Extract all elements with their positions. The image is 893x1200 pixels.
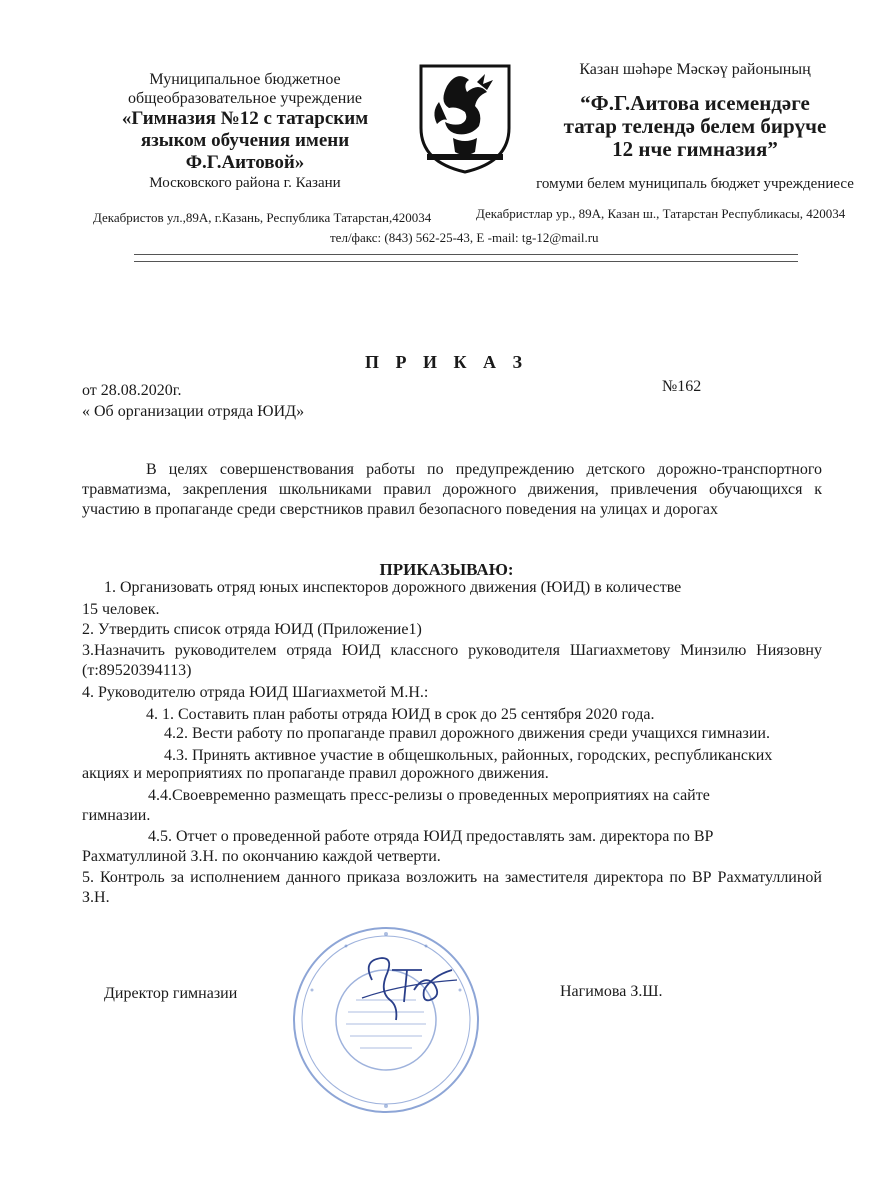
header-tt-name3: 12 нче гимназия” [612,137,778,161]
order-number: №162 [662,378,702,395]
header-tt-name2: татар телендә белем бирүче [563,114,827,138]
order-date: от 28.08.2020г. [82,382,182,399]
item-4-4-line1: 4.4.Своевременно размещать пресс-релизы о проведенных мероприятиях на сайте [148,787,710,804]
item-4-1: 4. 1. Составить план работы отряда ЮИД в срок до 25 сентября 2020 года. [146,706,655,723]
address-ru: Декабристов ул.,89А, г.Казань, Республика Татарстан,420034 [93,210,432,225]
header-ru-name1: «Гимназия №12 с татарским [121,108,369,129]
item-1-line2: 15 человек. [82,601,160,618]
header-ru-district: Московского района г. Казани [149,175,341,191]
item-4-4-line2: гимназии. [82,807,151,824]
item-4-3-line2: акциях и мероприятиях по пропаганде правил дорожного движения. [82,765,549,782]
signatory-name: Нагимова З.Ш. [560,983,663,1000]
header-ru [80,70,410,193]
signature-icon [352,940,462,1030]
address-tt: Декабристлар ур., 89А, Казан ш., Татарстан Республикасы, 420034 [476,206,846,221]
coat-of-arms-icon [417,62,513,174]
header-ru-name3: Ф.Г.Аитовой» [185,152,305,173]
header-tt [530,60,860,194]
header-tt-name1: “Ф.Г.Аитова исемендәге [580,91,810,115]
header-ru-line1: Муниципальное бюджетное [149,71,341,88]
item-3: 3.Назначить руководителем отряда ЮИД классного руководителя Шагиахметову Минзилю Ниязовну (т:89520394113) [82,642,822,679]
order-intro: В целях совершенствования работы по предупреждению детского дорожно-транспортного травматизма, закрепления школьниками правил дорожного движения, привлечения обучающихся к участию в пропаганде среди сверстников правил безопасного поведения на улицах и дорогах [82,461,822,518]
item-1-line1: 1. Организовать отряд юных инспекторов дорожного движения (ЮИД) в количестве [104,579,682,596]
header-ru-line2: общеобразовательное учреждение [128,90,362,107]
header-ru-name2: языком обучения имени [140,130,350,151]
order-directive: ПРИКАЗЫВАЮ: [379,560,514,579]
item-4-2: 4.2. Вести работу по пропаганде правил дорожного движения среди учащихся гимназии. [164,725,770,742]
header-tt-type: гомуми белем муниципаль бюджет учреждениесе [536,176,854,192]
contacts: тел/факс: (843) 562-25-43, E -mail: tg-12@mail.ru [330,230,599,245]
item-5: 5. Контроль за исполнением данного приказа возложить на заместителя директора по ВР Рахматуллиной З.Н. [82,869,822,906]
header-divider [134,254,798,262]
item-4-5-line2: Рахматуллиной З.Н. по окончанию каждой четверти. [82,848,441,865]
item-4-3-line1: 4.3. Принять активное участие в общешкольных, районных, городских, республиканских [164,747,773,764]
header-tt-line1: Казан шәһәре Мәскәү районының [579,61,811,78]
item-4-5-line1: 4.5. Отчет о проведенной работе отряда ЮИД предоставлять зам. директора по ВР [148,828,714,845]
order-title: П Р И К А З [364,352,529,372]
item-4: 4. Руководителю отряда ЮИД Шагиахметой М.Н.: [82,684,429,701]
order-subject: « Об организации отряда ЮИД» [82,403,305,420]
signatory-position: Директор гимназии [104,985,238,1002]
item-2: 2. Утвердить список отряда ЮИД (Приложение1) [82,621,422,638]
